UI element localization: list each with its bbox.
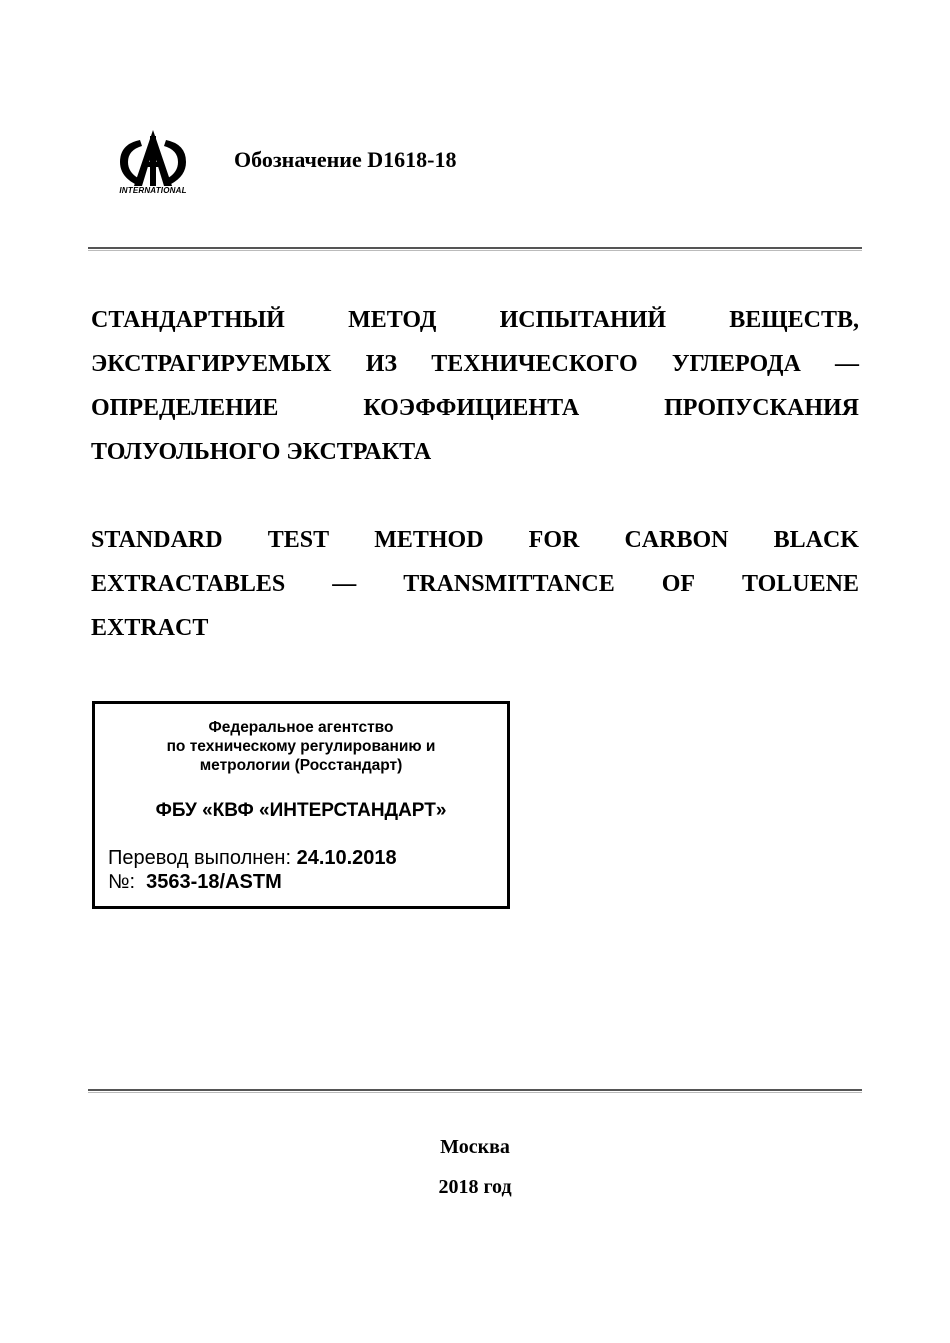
number-label: №: <box>108 871 136 893</box>
stamp-agency <box>95 718 507 775</box>
title-word: TEST <box>267 527 330 553</box>
translation-date: 24.10.2018 <box>296 847 397 869</box>
title-line <box>91 306 859 350</box>
title-word: TOLUENE <box>742 571 859 597</box>
title-word: СТАНДАРТНЫЙ <box>91 307 285 333</box>
title-word: ИЗ <box>365 351 398 377</box>
translation-label: Перевод выполнен: <box>108 847 292 869</box>
title-word: — <box>332 571 357 597</box>
title-english <box>91 526 859 658</box>
designation: Обозначение D1618-18 <box>234 147 457 172</box>
title-word: КОЭФФИЦИЕНТА <box>363 395 580 421</box>
title-line <box>91 570 859 614</box>
title-russian <box>91 306 859 482</box>
title-word: ПРОПУСКАНИЯ <box>664 395 859 421</box>
stamp-org: ФБУ «КВФ «ИНТЕРСТАНДАРТ» <box>155 800 447 821</box>
title-word: BLACK <box>773 527 859 553</box>
title-word: — <box>835 351 859 377</box>
title-word: METHOD <box>374 527 484 553</box>
number-value: 3563-18/ASTM <box>146 871 282 893</box>
title-word: OF <box>661 571 696 597</box>
stamp-agency-line: Федеральное агентство <box>208 719 394 736</box>
translation-number-line <box>108 870 282 894</box>
title-word: EXTRACT <box>91 615 209 641</box>
title-word: ВЕЩЕСТВ, <box>729 307 859 333</box>
title-line <box>91 526 859 570</box>
stamp-agency-line: метрологии (Росстандарт) <box>199 757 403 774</box>
astm-logo-icon <box>110 128 196 188</box>
year: 2018 год <box>438 1176 512 1198</box>
title-line <box>91 394 859 438</box>
title-word: ЭКСТРАГИРУЕМЫХ <box>91 351 332 377</box>
title-word: ИСПЫТАНИЙ <box>499 307 667 333</box>
title-word: TRANSMITTANCE <box>403 571 615 597</box>
title-line <box>91 438 859 482</box>
title-line <box>91 350 859 394</box>
title-word: FOR <box>528 527 580 553</box>
title-word: МЕТОД <box>348 307 437 333</box>
translation-stamp <box>92 701 510 909</box>
astm-logo <box>110 128 196 200</box>
title-word: ОПРЕДЕЛЕНИЕ <box>91 395 279 421</box>
bottom-rule <box>88 1089 862 1093</box>
title-line <box>91 614 859 658</box>
city: Москва <box>440 1136 510 1158</box>
top-rule <box>88 247 862 251</box>
title-word: УГЛЕРОДА <box>671 351 801 377</box>
title-word: STANDARD <box>91 527 223 553</box>
translation-date-line <box>108 846 397 870</box>
logo-caption: INTERNATIONAL <box>119 186 187 195</box>
title-word: EXTRACTABLES <box>91 571 286 597</box>
title-word: CARBON <box>624 527 729 553</box>
title-word: ТОЛУОЛЬНОГО ЭКСТРАКТА <box>91 439 432 465</box>
title-word: ТЕХНИЧЕСКОГО <box>431 351 638 377</box>
stamp-agency-line: по техническому регулированию и <box>166 738 436 755</box>
